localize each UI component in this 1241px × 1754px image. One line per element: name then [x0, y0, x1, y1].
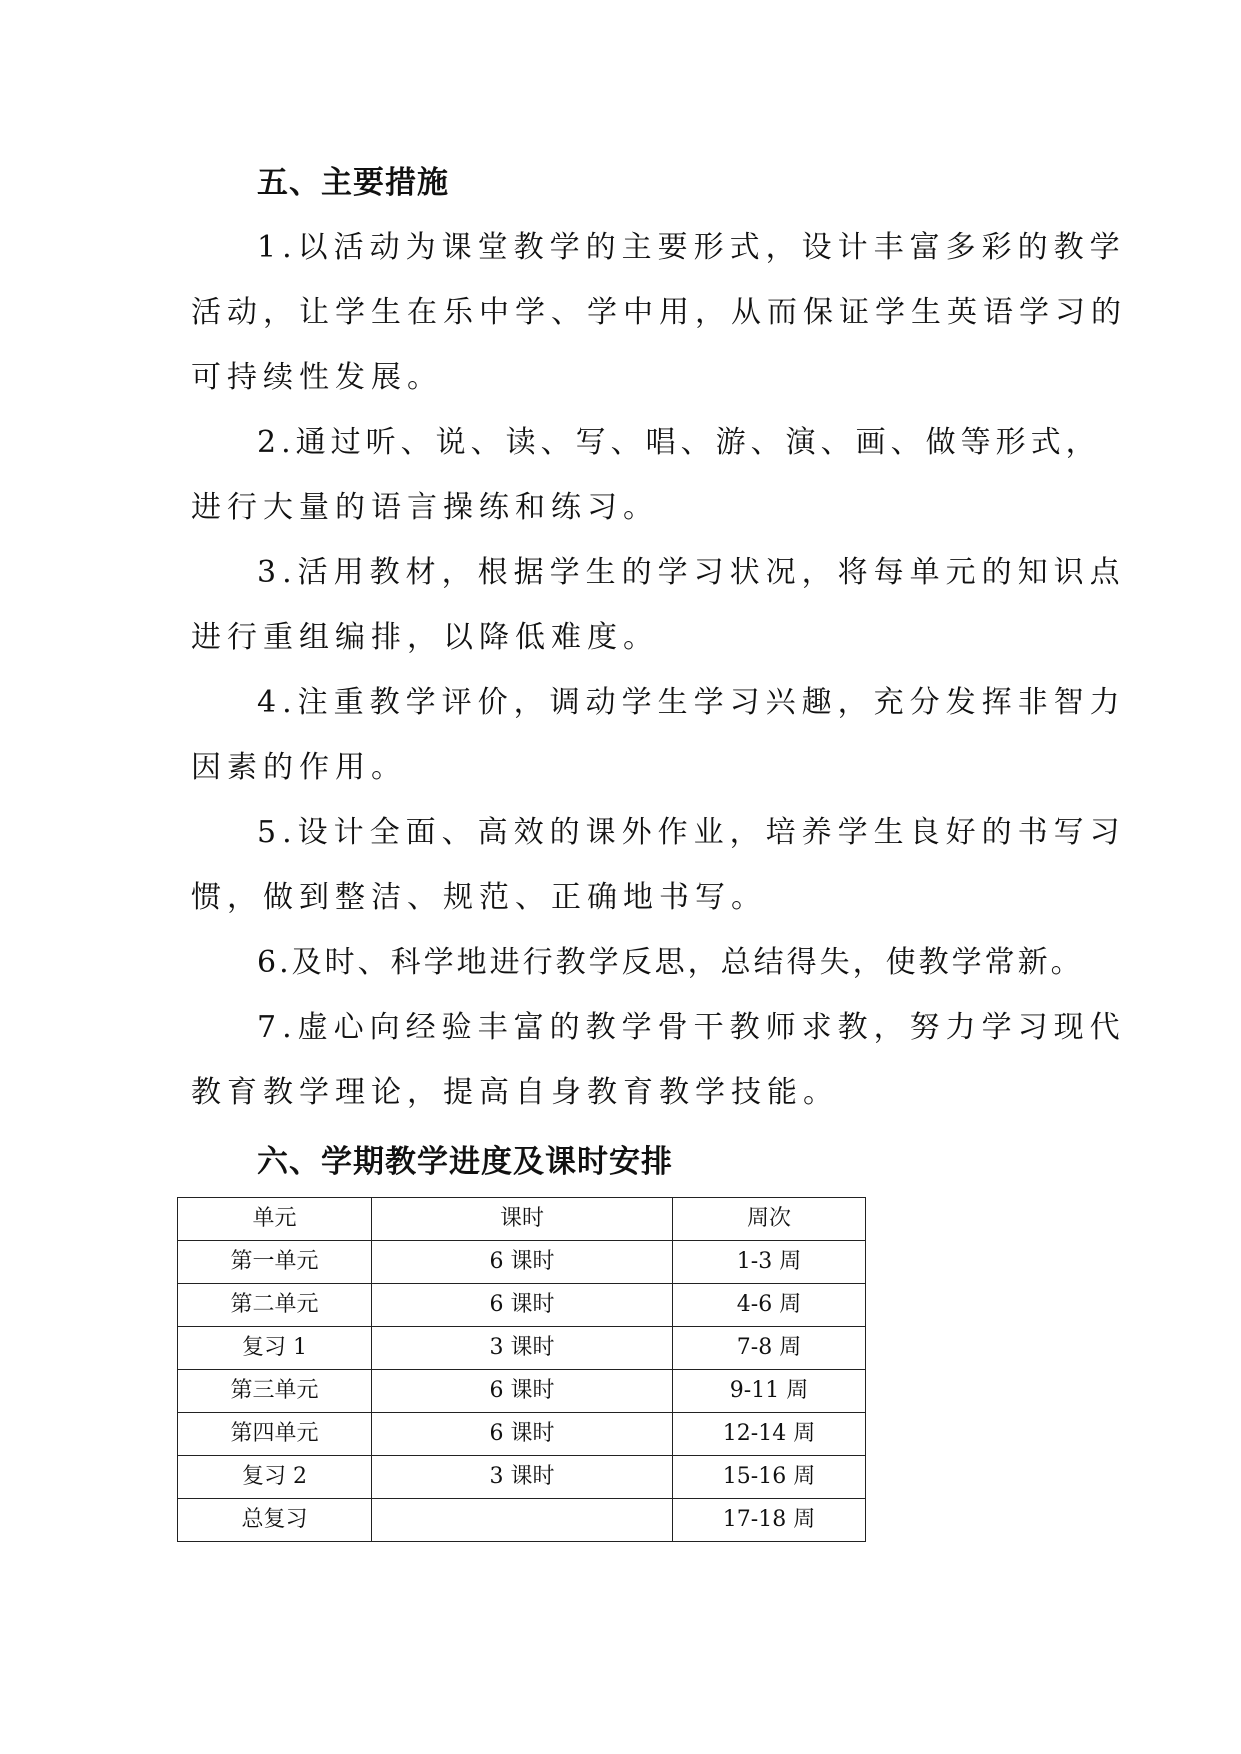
section-heading-schedule: 六、学期教学进度及课时安排 [257, 1144, 673, 1180]
table-cell: 总复习 [178, 1499, 372, 1542]
table-row [178, 1370, 866, 1413]
paragraph-line: 3.活用教材，根据学生的学习状况，将每单元的知识点 [257, 555, 1126, 590]
paragraph-line: 活动，让学生在乐中学、学中用，从而保证学生英语学习的 [191, 295, 1127, 330]
paragraph-line: 4.注重教学评价，调动学生学习兴趣，充分发挥非智力 [257, 685, 1126, 720]
table-cell: 第三单元 [178, 1370, 372, 1413]
schedule-table [177, 1197, 866, 1542]
paragraph-line: 教育教学理论，提高自身教育教学技能。 [191, 1075, 839, 1110]
paragraph-line: 因素的作用。 [191, 750, 407, 785]
table-row [178, 1456, 866, 1499]
table-row [178, 1499, 866, 1542]
paragraph-line: 2.通过听、说、读、写、唱、游、演、画、做等形式， [257, 425, 1101, 460]
paragraph-line: 可持续性发展。 [191, 360, 443, 395]
table-header-cell: 课时 [372, 1198, 673, 1241]
table-cell: 12-14 周 [673, 1413, 866, 1456]
table-cell: 3 课时 [372, 1327, 673, 1370]
table-cell: 6 课时 [372, 1370, 673, 1413]
table-row [178, 1327, 866, 1370]
table-cell: 17-18 周 [673, 1499, 866, 1542]
table-cell: 6 课时 [372, 1413, 673, 1456]
table-header-cell: 单元 [178, 1198, 372, 1241]
table-cell: 4-6 周 [673, 1284, 866, 1327]
table-row [178, 1284, 866, 1327]
table-cell: 7-8 周 [673, 1327, 866, 1370]
paragraph-line: 7.虚心向经验丰富的教学骨干教师求教，努力学习现代 [257, 1010, 1126, 1045]
table-cell: 复习 2 [178, 1456, 372, 1499]
table-header-cell: 周次 [673, 1198, 866, 1241]
table-cell: 1-3 周 [673, 1241, 866, 1284]
table-cell: 第二单元 [178, 1284, 372, 1327]
paragraph-line: 进行大量的语言操练和练习。 [191, 490, 659, 525]
paragraph-line: 6.及时、科学地进行教学反思，总结得失，使教学常新。 [257, 945, 1084, 980]
paragraph-line: 惯，做到整洁、规范、正确地书写。 [191, 880, 767, 915]
table-cell [372, 1499, 673, 1542]
table-cell: 第四单元 [178, 1413, 372, 1456]
paragraph-line: 1.以活动为课堂教学的主要形式，设计丰富多彩的教学 [257, 230, 1126, 265]
table-row [178, 1413, 866, 1456]
table-header-row [178, 1198, 866, 1241]
table-cell: 3 课时 [372, 1456, 673, 1499]
table-cell: 9-11 周 [673, 1370, 866, 1413]
section-heading-measures: 五、主要措施 [257, 165, 449, 201]
paragraph-line: 5.设计全面、高效的课外作业，培养学生良好的书写习 [257, 815, 1126, 850]
table-cell: 6 课时 [372, 1241, 673, 1284]
paragraph-line: 进行重组编排，以降低难度。 [191, 620, 659, 655]
table-cell: 复习 1 [178, 1327, 372, 1370]
table-row [178, 1241, 866, 1284]
table-cell: 15-16 周 [673, 1456, 866, 1499]
table-cell: 第一单元 [178, 1241, 372, 1284]
table-cell: 6 课时 [372, 1284, 673, 1327]
